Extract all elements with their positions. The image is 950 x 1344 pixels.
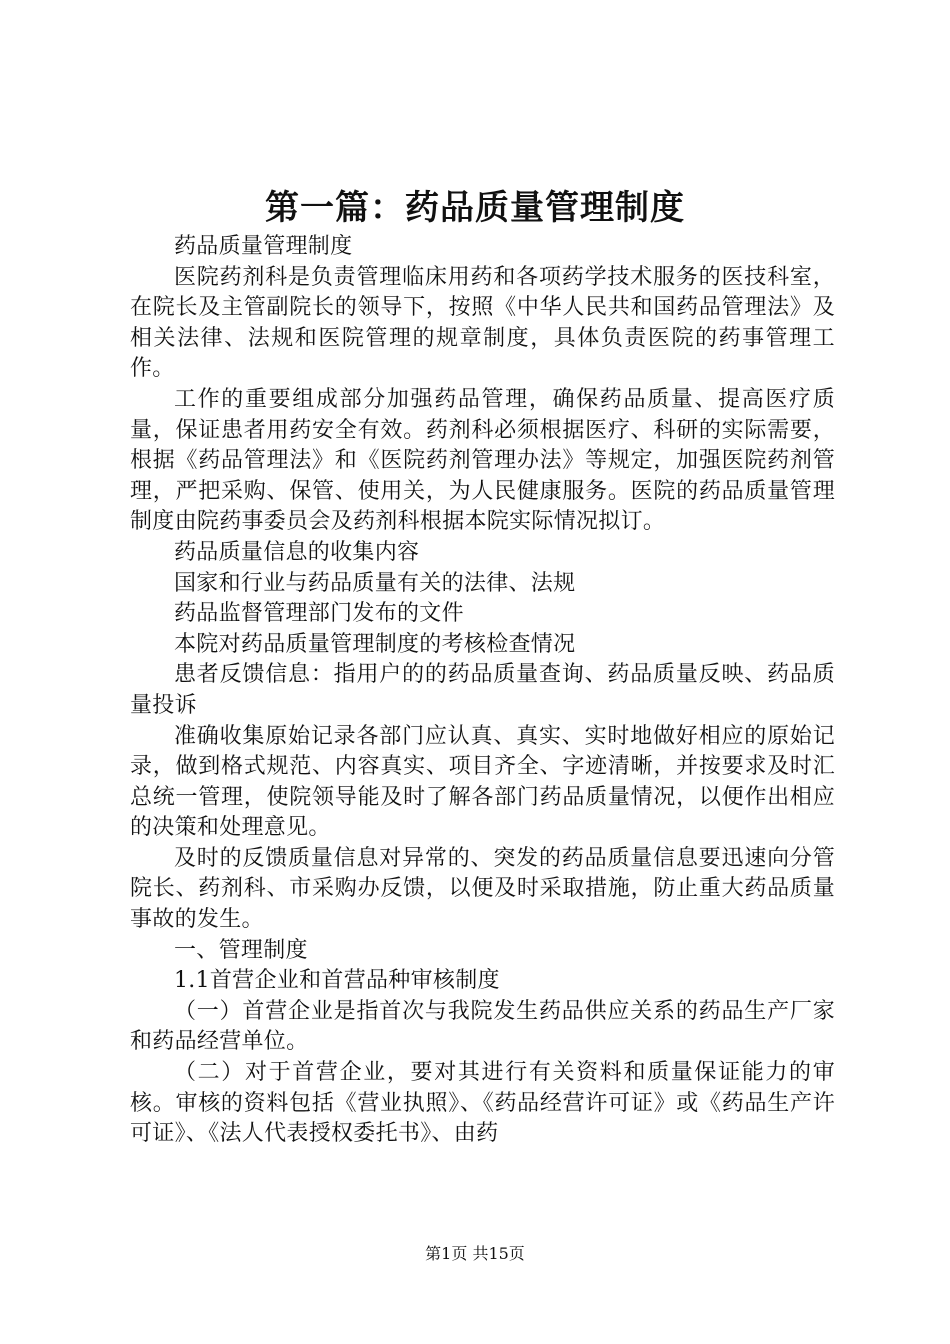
paragraph: 工作的重要组成部分加强药品管理，确保药品质量、提高医疗质量，保证患者用药安全有效。药剂科必须根据医疗、科研的实际需要，根据《药品管理法》和《医院药剂管理办法》等规定，加强医院药剂管理，严把采购、保管、使用关，为人民健康服务。医院的药品质量管理制度由院药事委员会及药剂科根据本院实际情况拟订。 (130, 386, 835, 535)
paragraph-subtitle: 药品质量管理制度 (174, 234, 353, 259)
paragraph: 及时的反馈质量信息对异常的、突发的药品质量信息要迅速向分管院长、药剂科、市采购办反馈，以便及时采取措施，防止重大药品质量事故的发生。 (130, 845, 835, 933)
section-heading: 一、管理制度 (174, 937, 308, 963)
list-item: 国家和行业与药品质量有关的法律、法规 (174, 570, 576, 596)
paragraph: （一）首营企业是指首次与我院发生药品供应关系的药品生产厂家和药品经营单位。 (130, 998, 835, 1055)
document-body (130, 232, 835, 1150)
page-title: 第一篇：药品质量管理制度 (265, 188, 685, 228)
list-item: 药品监督管理部门发布的文件 (174, 601, 464, 627)
list-item: 患者反馈信息：指用户的的药品质量查询、药品质量反映、药品质量投诉 (130, 662, 835, 718)
list-item: 本院对药品质量管理制度的考核检查情况 (174, 631, 576, 657)
page-footer: 第1页 共15页 (425, 1244, 525, 1263)
paragraph: 准确收集原始记录各部门应认真、真实、实时地做好相应的原始记录，做到格式规范、内容真实、项目齐全、字迹清晰，并按要求及时汇总统一管理，使院领导能及时了解各部门药品质量情况，以便作出相应的决策和处理意见。 (130, 723, 835, 841)
paragraph-heading: 药品质量信息的收集内容 (174, 539, 420, 565)
paragraph: （二）对于首营企业，要对其进行有关资料和质量保证能力的审核。审核的资料包括《营业执照》、《药品经营许可证》或《药品生产许可证》、《法人代表授权委托书》、由药 (130, 1060, 835, 1147)
paragraph: 医院药剂科是负责管理临床用药和各项药学技术服务的医技科室，在院长及主管副院长的领导下，按照《中华人民共和国药品管理法》及相关法律、法规和医院管理的规章制度，具体负责医院的药事管理工作。 (130, 264, 835, 382)
subsection-heading: 1.1首营企业和首营品种审核制度 (174, 968, 500, 994)
